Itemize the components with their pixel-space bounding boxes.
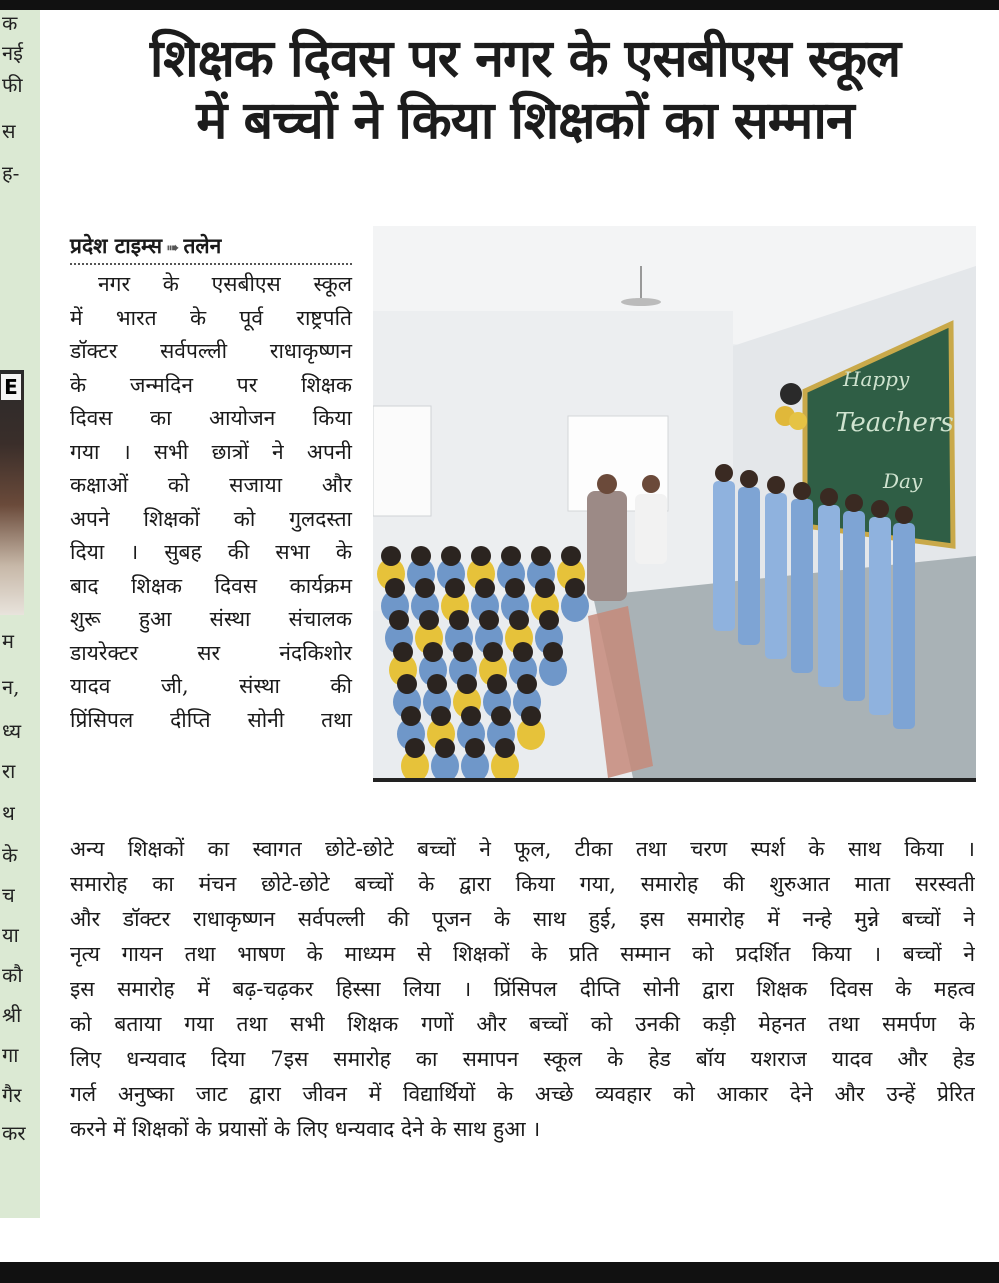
adjacent-fragment: थ (2, 801, 15, 825)
article-photo (373, 226, 976, 782)
student-head (389, 610, 409, 630)
board-text: Happy (843, 367, 910, 391)
adjacent-fragment: ह- (2, 161, 20, 185)
student-head (415, 578, 435, 598)
adjacent-fragment: क (2, 11, 18, 35)
top-border (0, 0, 999, 10)
student-head (531, 546, 551, 566)
body-text-line: गर्ल अनुष्का जाट द्वारा जीवन में विद्यार्थियों के अच्छे व्यवहार को आकार देने और उन्हें प्रेरित (70, 1082, 975, 1106)
adjacent-fragment: गैर (2, 1083, 22, 1107)
arrow-icon: ➠ (166, 238, 180, 257)
article-full-width-text (70, 832, 975, 1147)
column-text-line: गया । सभी छात्रों ने अपनी (70, 439, 352, 464)
student-head (419, 610, 439, 630)
article-column-text (70, 268, 352, 737)
body-text-line: अन्य शिक्षकों का स्वागत छोटे-छोटे बच्चों ने फूल, टीका तथा चरण स्पर्श के साथ किया । (70, 837, 975, 861)
student-head (483, 642, 503, 662)
adjacent-fragment: न, (2, 675, 20, 699)
student-head (871, 500, 889, 518)
column-text-line: में भारत के पूर्व राष्ट्रपति (70, 305, 352, 330)
student-head (767, 476, 785, 494)
student-head (479, 610, 499, 630)
standing-student (765, 493, 787, 659)
column-text-line: डायरेक्टर सर नंदकिशोर (70, 640, 352, 665)
student-head (435, 738, 455, 758)
column-text-line: नगर के एसबीएस स्कूल (98, 272, 352, 296)
standing-student (843, 511, 865, 701)
student-head (561, 546, 581, 566)
headline-line-1: शिक्षक दिवस पर नगर के एसबीएस स्कूल (149, 29, 901, 89)
student-head (471, 546, 491, 566)
adjacent-column-strip (0, 10, 40, 1218)
student-head (487, 674, 507, 694)
board-text: Teachers (835, 408, 954, 438)
body-text-line: नृत्य गायन तथा भाषण के माध्यम से शिक्षकों के प्रति सम्मान को प्रदर्शित किया । बच्चों ने (70, 942, 975, 966)
student-head (521, 706, 541, 726)
board-text: Day (883, 469, 923, 493)
column-text-line: शुरू हुआ संस्था संचालक (70, 607, 352, 631)
column-text-line: के जन्मदिन पर शिक्षक (70, 372, 352, 397)
column-text-line: कक्षाओं को सजाया और (70, 473, 352, 497)
standing-student (791, 499, 813, 673)
student-head (505, 578, 525, 598)
adjacent-fragment: या (2, 923, 19, 947)
student-head (820, 488, 838, 506)
student-head (715, 464, 733, 482)
headline (60, 28, 990, 152)
headline-line-2: में बच्चों ने किया शिक्षकों का सम्मान (196, 91, 854, 151)
student-head (441, 546, 461, 566)
student-head (535, 578, 555, 598)
standing-student (713, 481, 735, 631)
adjacent-fragment: के (2, 843, 18, 867)
column-text-line: दिया । सुबह की सभा के (70, 540, 352, 564)
student-head (543, 642, 563, 662)
column-text-line: यादव जी, संस्था की (70, 674, 352, 698)
student-head (385, 578, 405, 598)
student-head (457, 674, 477, 694)
byline-place: तलेन (183, 234, 222, 258)
adjacent-photo-fragment (0, 370, 24, 615)
student-head (431, 706, 451, 726)
student-head (740, 470, 758, 488)
student-head (539, 610, 559, 630)
student-head (793, 482, 811, 500)
student-head (449, 610, 469, 630)
byline (70, 232, 352, 265)
adjacent-fragment: गा (2, 1043, 19, 1067)
standing-student (893, 523, 915, 729)
adjacent-fragment: स (2, 119, 16, 143)
student-head (393, 642, 413, 662)
body-text-line: लिए धन्यवाद दिया 7इस समारोह का समापन स्कूल के हेड बॉय यशराज यादव और हेड (70, 1047, 975, 1071)
student-head (491, 706, 511, 726)
body-text-line: को बताया गया तथा सभी शिक्षक गणों और बच्चों को उनकी कड़ी मेहनत तथा समर्पण के (70, 1012, 975, 1036)
standing-student (738, 487, 760, 645)
byline-source: प्रदेश टाइम्स (70, 234, 163, 258)
student-head (465, 738, 485, 758)
student-head (495, 738, 515, 758)
standing-student (869, 517, 891, 715)
student-head (513, 642, 533, 662)
student-head (445, 578, 465, 598)
student-head (427, 674, 447, 694)
student-head (453, 642, 473, 662)
column-text-line: दिवस का आयोजन किया (70, 406, 352, 430)
student-head (475, 578, 495, 598)
adjacent-fragment: श्री (2, 1003, 22, 1027)
student-head (461, 706, 481, 726)
adjacent-fragment: म (2, 629, 14, 653)
student-head (405, 738, 425, 758)
student-head (381, 546, 401, 566)
adjacent-fragment: ध्य (2, 719, 22, 743)
student-head (397, 674, 417, 694)
student-head (895, 506, 913, 524)
standing-student (818, 505, 840, 687)
body-text-line: और डॉक्टर राधाकृष्णन सर्वपल्ली की पूजन के साथ हुई, इस समारोह में नन्हे मुन्ने बच्चों ने (70, 907, 975, 931)
adjacent-fragment: कौ (2, 963, 23, 987)
column-text-line: बाद शिक्षक दिवस कार्यक्रम (70, 573, 352, 598)
body-text-line: इस समारोह में बढ़-चढ़कर हिस्सा लिया । प्रिंसिपल दीप्ति सोनी द्वारा शिक्षक दिवस के महत्व (70, 977, 975, 1001)
adjacent-fragment: फी (2, 73, 23, 97)
adjacent-fragment: नई (2, 41, 23, 65)
column-text-line: प्रिंसिपल दीप्ति सोनी तथा (70, 707, 352, 732)
student-head (565, 578, 585, 598)
student-head (509, 610, 529, 630)
bottom-border (0, 1262, 999, 1283)
body-text-line: करने में शिक्षकों के प्रयासों के लिए धन्यवाद देने के साथ हुआ । (70, 1117, 541, 1141)
body-text-line: समारोह का मंचन छोटे-छोटे बच्चों के द्वारा किया गया, समारोह की शुरुआत माता सरस्वती (70, 872, 975, 896)
adjacent-fragment: कर (2, 1121, 26, 1145)
adjacent-letter: E (1, 374, 21, 400)
student-head (411, 546, 431, 566)
student-head (517, 674, 537, 694)
adjacent-fragment: च (2, 883, 15, 907)
student-head (501, 546, 521, 566)
adjacent-fragment: रा (2, 759, 16, 783)
student-head (401, 706, 421, 726)
column-text-line: डॉक्टर सर्वपल्ली राधाकृष्णन (70, 339, 352, 363)
column-text-line: अपने शिक्षकों को गुलदस्ता (70, 506, 352, 531)
student-head (845, 494, 863, 512)
student-head (423, 642, 443, 662)
